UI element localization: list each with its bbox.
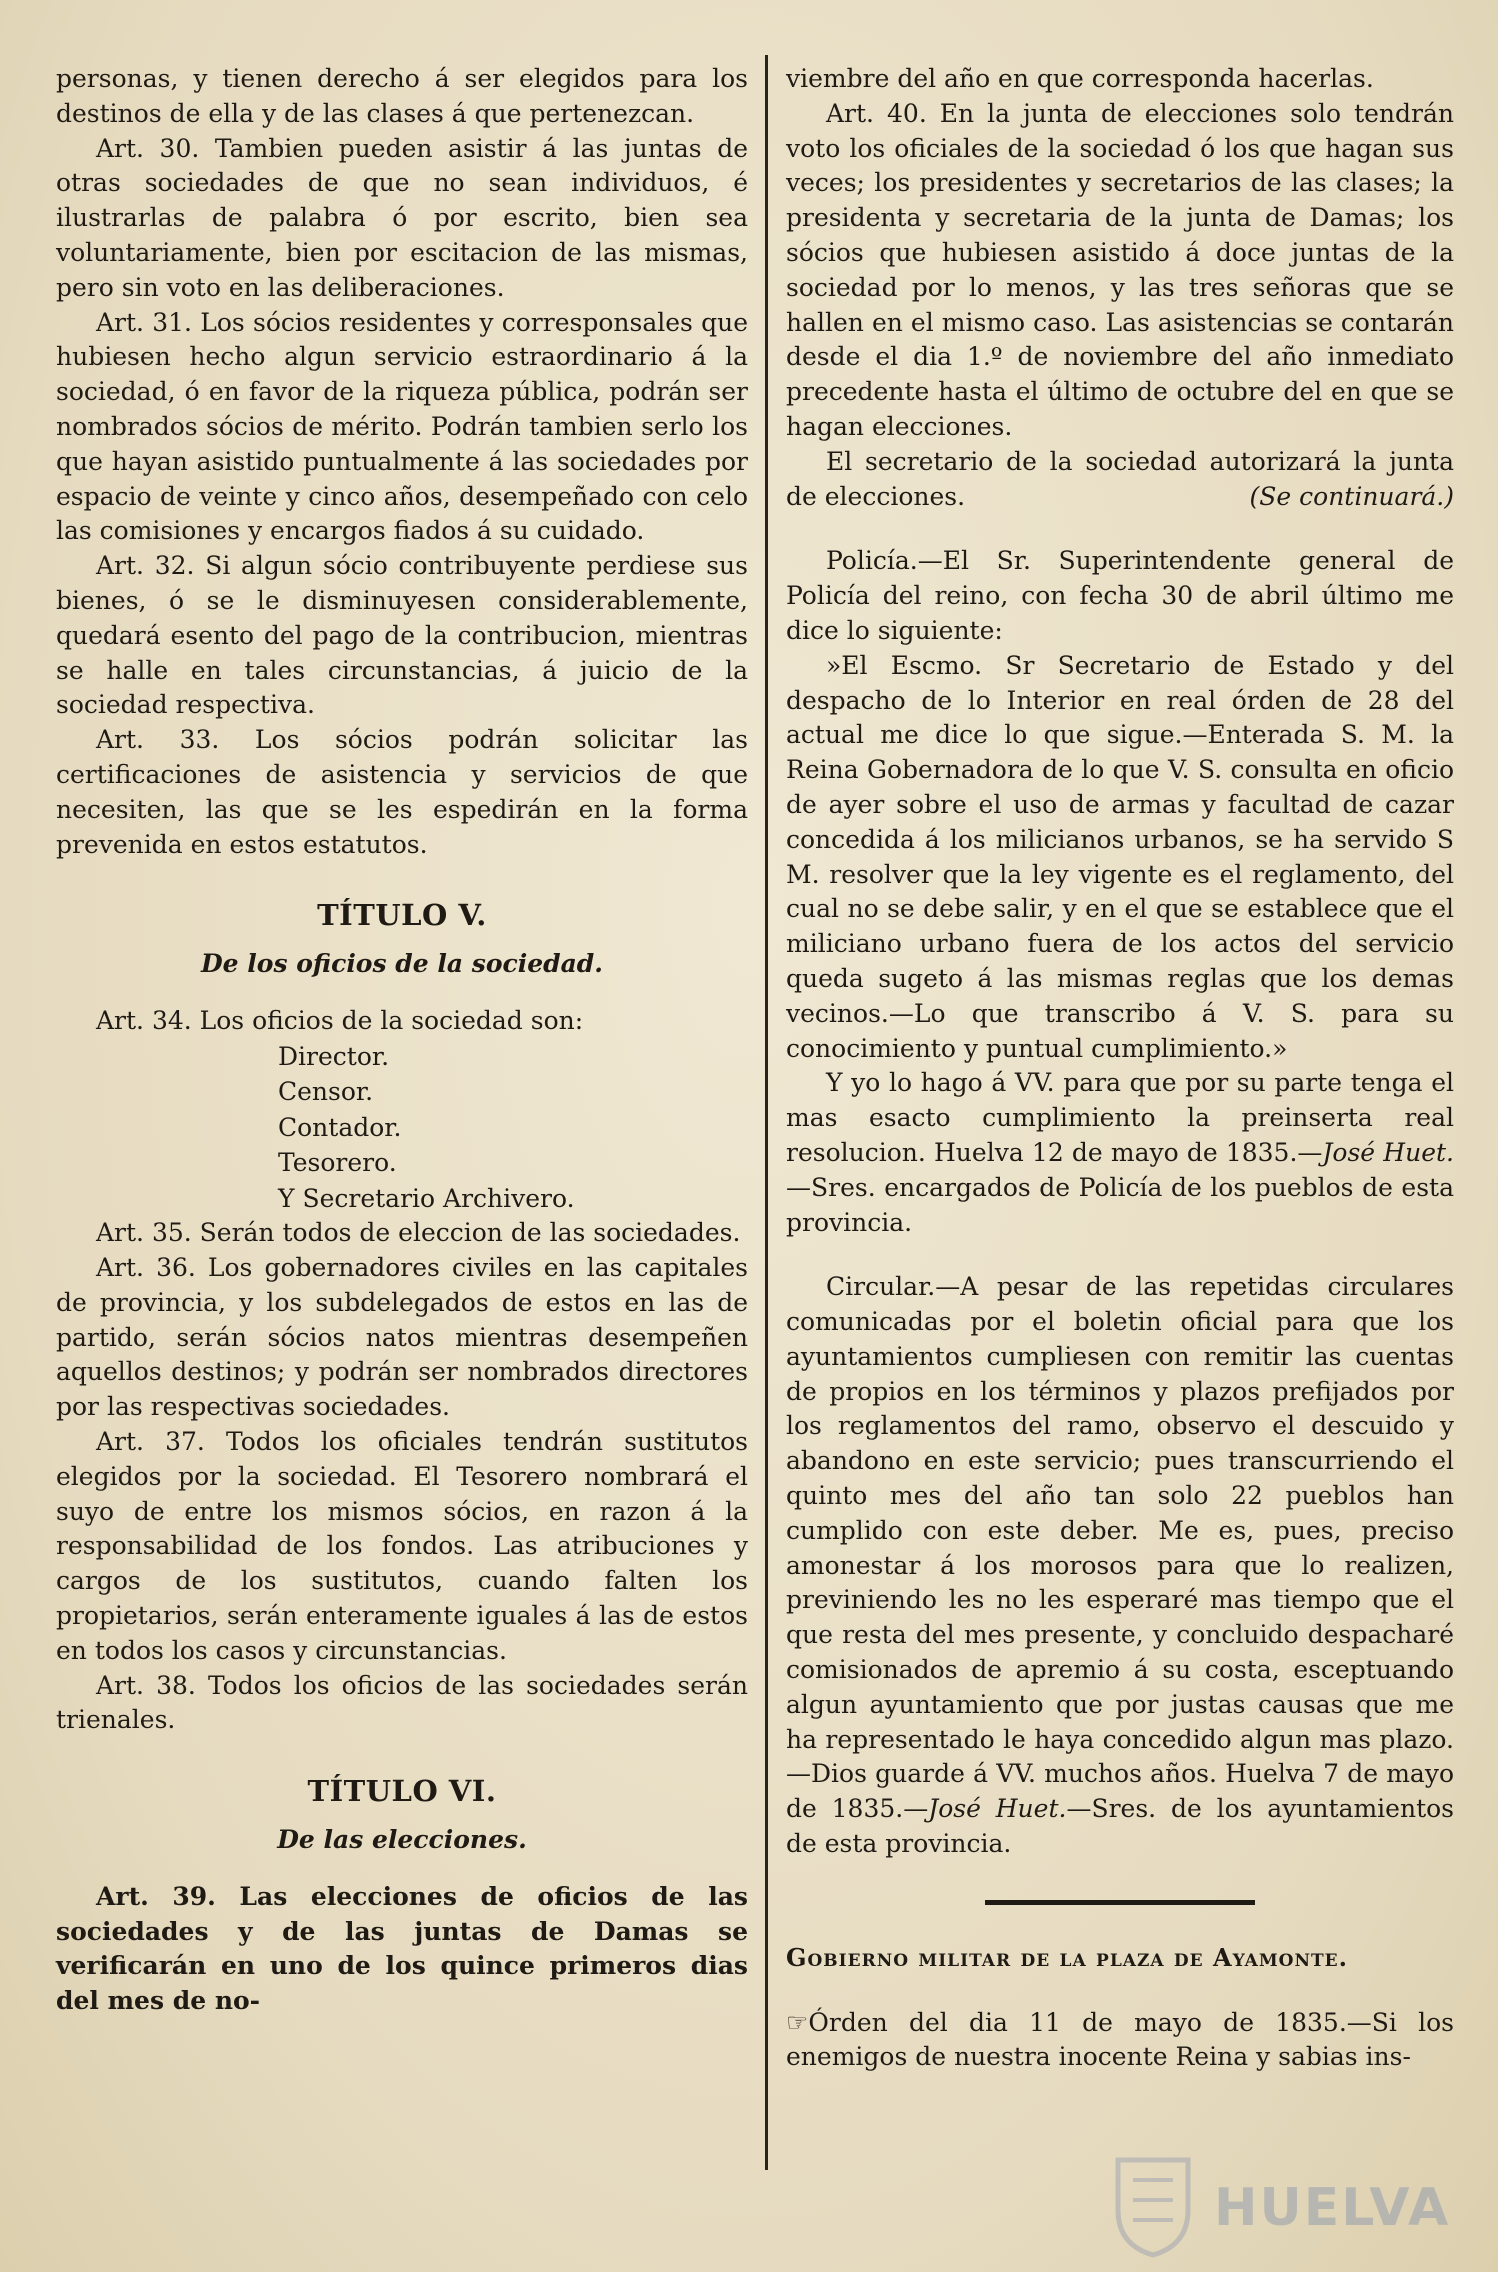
crest-watermark-icon (1108, 2150, 1198, 2260)
article-36: Art. 36. Los gobernadores civiles en las capitales de provincia, y los subdelegados de estos en las de partido, serán sócios natos mientras desempeñen aquellos destinos; y podrán ser nombrados directores por las respectivas sociedades. (56, 1253, 748, 1422)
orden-paragraph: ☞Órden del dia 11 de mayo de 1835.—Si los enemigos de nuestra inocente Reina y sabias ins- (786, 2007, 1454, 2072)
gobierno-heading: Gobierno militar de la plaza de Ayamonte. (786, 1942, 1348, 1972)
spacer (786, 514, 1454, 544)
spacer (786, 1240, 1454, 1270)
continuation-note: (Se continuará.) (1249, 481, 1454, 511)
left-column (56, 62, 748, 2019)
section-rule (985, 1900, 1255, 1905)
paragraph-text: —Sres. encargados de Policía de los pueblos de esta provincia. (786, 1172, 1454, 1237)
paragraph: viembre del año en que corresponda hacerlas. (786, 64, 1374, 93)
right-column (786, 62, 1454, 2075)
section-heading-titulo-5: TÍTULO V. (317, 898, 487, 933)
section-heading-titulo-6: TÍTULO VI. (307, 1774, 497, 1809)
signature: José Huet. (928, 1794, 1067, 1824)
article-35: Art. 35. Serán todos de eleccion de las sociedades. (96, 1218, 741, 1248)
section-subheading: De los oficios de la sociedad. (201, 949, 603, 979)
article-40: Art. 40. En la junta de elecciones solo tendrán voto los oficiales de la sociedad ó los que hagan sus veces; los presidentes y secretarios de las clases; la presidenta y secretaria de la junta de Damas; los sócios que hubiesen asistido á doce juntas de la sociedad por lo menos, y las tres señoras que se hallen en el mismo caso. Las asistencias se contarán desde el dia 1.º de noviembre del año inmediato precedente hasta el último de octubre del en que se hagan elecciones. (786, 98, 1454, 441)
article-38: Art. 38. Todos los oficios de las sociedades serán trienales. (56, 1670, 748, 1735)
office-item: Director. (278, 1041, 390, 1071)
signature: José Huet. (1322, 1137, 1454, 1167)
circular-notice (786, 1270, 1454, 1862)
article-37: Art. 37. Todos los oficiales tendrán sustitutos elegidos por la sociedad. El Tesorero nombrará el suyo de entre los mismos sócios, en razon á la responsabilidad de los fondos. Las atribuciones y cargos de los sustitutos, cuando falten los propietarios, serán enteramente iguales á las de estos en todos los casos y circunstancias. (56, 1427, 748, 1665)
paragraph: personas, y tienen derecho á ser elegidos para los destinos de ella y de las clases á que pertenezcan. (56, 64, 748, 128)
column-divider (765, 55, 768, 2170)
article-39: Art. 39. Las elecciones de oficios de las sociedades y de las juntas de Damas se verificarán en uno de los quince primeros dias del mes de no- (56, 1881, 748, 2016)
article-32: Art. 32. Si algun sócio contribuyente perdiese sus bienes, ó se le disminuyesen considerablemente, quedará esento del pago de la contribucion, mientras se halle en tales circunstancias, á juicio de la sociedad respectiva. (56, 551, 748, 720)
article-34: Art. 34. Los oficios de la sociedad son: (96, 1005, 584, 1035)
policia-notice: Policía.—El Sr. Superintendente general de Policía del reino, con fecha 30 de abril último me dice lo siguiente: (786, 546, 1454, 645)
office-item: Tesorero. (278, 1148, 397, 1178)
paragraph-text: —Sres. de los ayuntamientos de esta provincia. (786, 1794, 1454, 1859)
policia-quote: »El Escmo. Sr Secretario de Estado y del despacho de lo Interior en real órden de 28 del actual me dice lo que sigue.—Enterada S. M. la Reina Gobernadora de lo que V. S. consulta en oficio de ayer sobre el uso de armas y facultad de cazar concedida á los milicianos urbanos, se ha servido S M. resolver que la ley vigente es el reglamento, del cual no se debe salir, y en el que se establece que el miliciano urbano fuera de los actos del servicio queda sugeto á las mismas reglas que los demas vecinos.—Lo que transcribo á V. S. para su conocimiento y puntual cumplimiento.» (786, 650, 1454, 1063)
office-item: Contador. (278, 1112, 402, 1142)
paragraph-text: Y yo lo hago á VV. para que por su parte tenga el mas esacto cumplimiento la preinserta real resolucion. Huelva 12 de mayo de 1835.— (786, 1068, 1454, 1167)
watermark-text: HUELVA (1214, 2178, 1451, 2238)
paragraph (786, 445, 1454, 515)
article-33: Art. 33. Los sócios podrán solicitar las certificaciones de asistencia y servicios de que necesiten, las que se les espedirán en la forma prevenida en estos estatutos. (56, 725, 748, 859)
paragraph-text: Circular.—A pesar de las repetidas circulares comunicadas por el boletin oficial para que los ayuntamientos cumpliesen con remitir las cuentas de propios en los términos y plazos prefijados por los reglamentos del ramo, observo el descuido y abandono en este servicio; pues transcurriendo el quinto mes del año tan solo 22 pueblos han cumplido con este deber. Me es, pues, preciso amonestar á los morosos para que lo realizen, previniendo les no les esperaré mas tiempo que el que resta del mes presente, y concluido despacharé comisionados de apremio á su costa, esceptuando algun ayuntamiento que por justas causas que me ha representado le haya concedido algun mas plazo. —Dios guarde á VV. muchos años. Huelva 7 de mayo de 1835.— (786, 1272, 1454, 1824)
paragraph-text: El secretario de la sociedad autorizará la junta de elecciones. (786, 446, 1454, 511)
section-subheading: De las elecciones. (277, 1824, 527, 1854)
office-item: Y Secretario Archivero. (278, 1183, 575, 1213)
office-item: Censor. (278, 1077, 374, 1107)
article-31: Art. 31. Los sócios residentes y corresponsales que hubiesen hecho algun servicio estraordinario á la sociedad, ó en favor de la riqueza pública, podrán ser nombrados sócios de mérito. Podrán tambien serlo los que hayan asistido puntualmente á las sociedades por espacio de veinte y cinco años, desempeñado con celo las comisiones y encargos fiados á su cuidado. (56, 307, 748, 546)
policia-closing (786, 1066, 1454, 1240)
article-30: Art. 30. Tambien pueden asistir á las juntas de otras sociedades de que no sean individuos, é ilustrarlas de palabra ó por escrito, bien sea voluntariamente, bien por escitacion de las mismas, pero sin voto en las deliberaciones. (56, 133, 748, 302)
